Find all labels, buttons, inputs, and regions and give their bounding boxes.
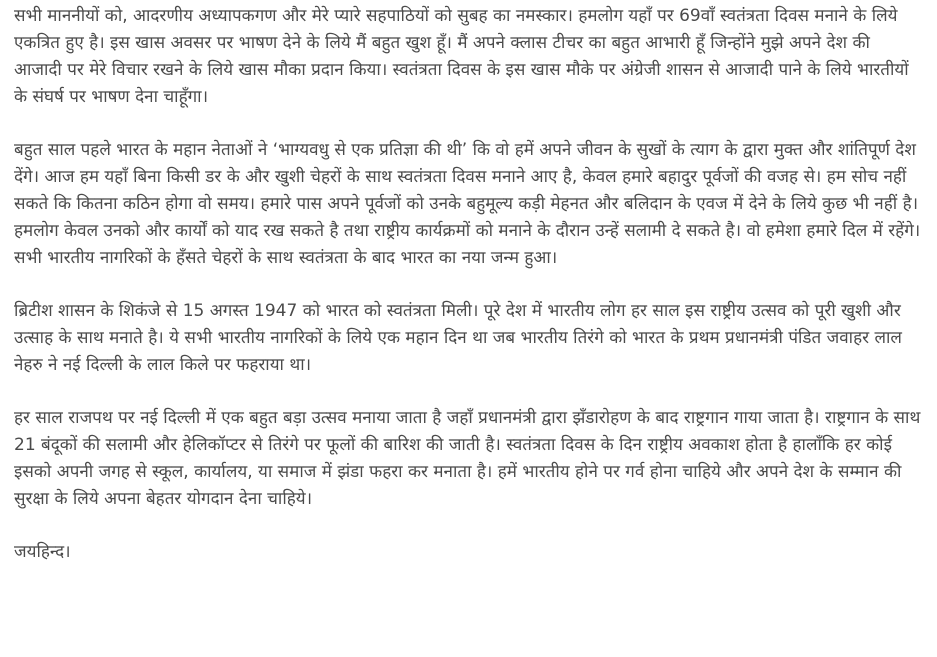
paragraph-leaders-promise: बहुत साल पहले भारत के महान नेताओं ने ‘भाग्यवधु से एक प्रतिज्ञा की थी’ कि वो हमें अपने जीवन के सुखों के त्याग के द्वारा मुक्त और शांतिपूर्ण देश देंगे। आज हम यहाँ बिना किसी डर के और खुशी चेहरों के साथ स्वतंत्रता दिवस मनाने आए है, केवल हमारे बहादुर पूर्वजों की वजह से। हम सोच नहीं सकते कि कितना कठिन होगा वो समय। हमारे पास अपने पूर्वजों को उनके बहुमूल्य कड़ी मेहनत और बलिदान के एवज में देने के लिये कुछ भी नहीं है। हमलोग केवल उनको और कार्यों को याद रख सकते है तथा राष्ट्रीय कार्यक्रमों को मनाने के दौरान उन्हें सलामी दे सकते है। वो हमेशा हमारे दिल में रहेंगे। सभी भारतीय नागरिकों के हँसते चेहरों के साथ स्वतंत्रता के बाद भारत का नया जन्म हुआ। xyxy=(14,140,921,268)
paragraph-independence-1947: ब्रिटीश शासन के शिकंजे से 15 अगस्त 1947 को भारत को स्वतंत्रता मिली। पूरे देश में भारतीय लोग हर साल इस राष्ट्रीय उत्सव को पूरी खुशी और उत्साह के साथ मनाते है। ये सभी भारतीय नागरिकों के लिये एक महान दिन था जब भारतीय तिरंगे को भारत के प्रथम प्रधानमंत्री पंडित जवाहर लाल नेहरु ने नई दिल्ली के लाल किले पर फहराया था। xyxy=(14,301,902,375)
paragraph-closing: जयहिन्द। xyxy=(14,542,71,562)
paragraph-rajpath-celebration: हर साल राजपथ पर नई दिल्ली में एक बहुत बड़ा उत्सव मनाया जाता है जहाँ प्रधानमंत्री द्वारा झँडारोहण के बाद राष्ट्रगान गाया जाता है। राष्ट्रगान के साथ 21 बंदूकों की सलामी और हेलिकॉप्टर से तिरंगे पर फूलों की बारिश की जाती है। स्वतंत्रता दिवस के दिन राष्ट्रीय अवकाश होता है हालाँकि हर कोई इसको अपनी जगह से स्कूल, कार्यालय, या समाज में झंडा फहरा कर मनाता है। हमें भारतीय होने पर गर्व होना चाहिये और अपने देश के सम्मान की सुरक्षा के लिये अपना बेहतर योगदान देना चाहिये। xyxy=(14,408,921,509)
article-body xyxy=(0,3,937,566)
paragraph-greeting: सभी माननीयों को, आदरणीय अध्यापकगण और मेरे प्यारे सहपाठियों को सुबह का नमस्कार। हमलोग यहाँ पर 69वाँ स्वतंत्रता दिवस मनाने के लिये एकत्रित हुए है। इस खास अवसर पर भाषण देने के लिये मैं बहुत खुश हूँ। मैं अपने क्लास टीचर का बहुत आभारी हूँ जिन्होंने मुझे अपने देश की आजादी पर मेरे विचार रखने के लिये खास मौका प्रदान किया। स्वतंत्रता दिवस के इस खास मौके पर अंग्रेजी शासन से आजादी पाने के लिये भारतीयों के संघर्ष पर भाषण देना चाहूँगा। xyxy=(14,6,909,107)
